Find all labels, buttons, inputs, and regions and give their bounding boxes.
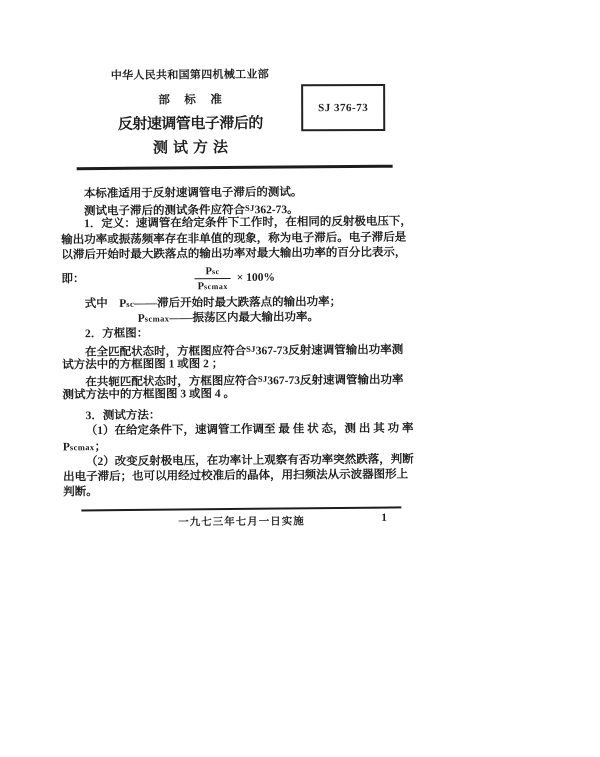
symbol-base: P	[205, 265, 213, 277]
body-line	[63, 422, 414, 440]
document-body	[61, 185, 414, 501]
text-run: 3．测试方法：	[85, 409, 161, 423]
denominator-symbol	[198, 280, 228, 292]
text-run: （2）改变反射极电压，在功率计上观察有否功率突然跌落，判断	[85, 453, 414, 468]
text-run: （1）在给定条件下，速调管工作调至 最 佳 状 态，测 出 其 功 率	[85, 422, 414, 438]
body-line	[61, 245, 407, 263]
body-line	[62, 340, 408, 358]
text-run: 367-73反射速调管输出功率测	[255, 343, 404, 357]
symbol-base: P	[62, 440, 70, 453]
footer-rule	[81, 506, 401, 511]
text-run: 本标准适用于反射速调管电子滞后的测试。	[83, 186, 303, 201]
standard-number-box	[301, 84, 385, 131]
text-run: 测试方法中的方框图图 3 或图 4 。	[62, 388, 235, 402]
standard-ref-superscript: SJ	[244, 202, 255, 214]
symbol-subscript: scmax	[69, 441, 95, 452]
text-run: 输出功率或振荡频率存在非单值的现象，称为电子滞后。电子滞后是	[61, 231, 407, 246]
text-run: ——滞后开始时最大跌落点的输出功率；	[134, 296, 342, 310]
text-run: 判断。	[63, 486, 98, 499]
standard-ref-superscript: SJ	[257, 373, 268, 384]
page-number: 1	[381, 511, 387, 524]
text-run: 出电子滞后；也可以用经过校准后的晶体，用扫频法从示波器图形上	[63, 468, 409, 484]
power-symbol	[138, 313, 170, 325]
fraction-denominator	[195, 278, 231, 293]
body-line	[63, 483, 409, 501]
symbol-subscript: sc	[126, 298, 135, 309]
symbol-subscript: scmax	[203, 282, 228, 292]
implementation-date: 一九七三年七月一日实施	[178, 516, 305, 529]
symbol-base: P	[119, 297, 127, 310]
standard-number: SJ 376-73	[318, 101, 369, 114]
body-line	[62, 386, 408, 404]
text-run: 以滞后开始时最大跌落点的输出功率对最大输出功率的百分比表示，	[61, 246, 407, 262]
text-run: 在共轭匹配状态时，方框图应符合	[85, 375, 258, 389]
fraction	[194, 265, 230, 294]
body-line	[62, 370, 408, 388]
fraction-numerator	[202, 265, 222, 279]
text-run: 在全匹配状态时，方框图应符合	[85, 344, 247, 359]
text-run: 测试电子滞后的测试条件应符合	[83, 204, 246, 218]
text-run: 试方法中的方框图图 1 或图 2 ；	[62, 357, 224, 372]
numerator-symbol	[205, 265, 219, 277]
symbol-subscript: sc	[211, 266, 220, 276]
text-run: ——振荡区内最大输出功率。	[169, 311, 319, 325]
text-run: 367-73反射速调管输出功率	[267, 374, 404, 388]
text-run: 2．方框图：	[84, 327, 149, 341]
definition-formula	[61, 263, 407, 296]
formula-multiplier: × 100%	[236, 271, 275, 285]
doc-title-line1: 反射速调管电子滞后的	[117, 115, 263, 133]
symbol-subscript: scmax	[144, 313, 170, 324]
text-run: ；	[94, 440, 107, 453]
standard-type-label: 部 标 准	[158, 94, 224, 107]
standard-ref-superscript: SJ	[246, 343, 256, 354]
text-run: 1．定义：速调管在给定条件下工作时，在相同的反射极电压下，	[84, 215, 412, 231]
doc-title-line2: 测试方法	[152, 139, 234, 157]
power-symbol	[119, 298, 134, 310]
ministry-line: 中华人民共和国第四机械工业部	[110, 68, 270, 82]
header-rule	[77, 165, 393, 170]
power-symbol	[63, 441, 95, 453]
symbol-base: P	[197, 281, 205, 293]
formula-lead: 即：	[61, 273, 85, 286]
text-run: 362-73。	[254, 204, 299, 217]
symbol-base: P	[137, 312, 145, 325]
text-run: 式中	[84, 297, 120, 311]
body-line	[63, 468, 409, 486]
